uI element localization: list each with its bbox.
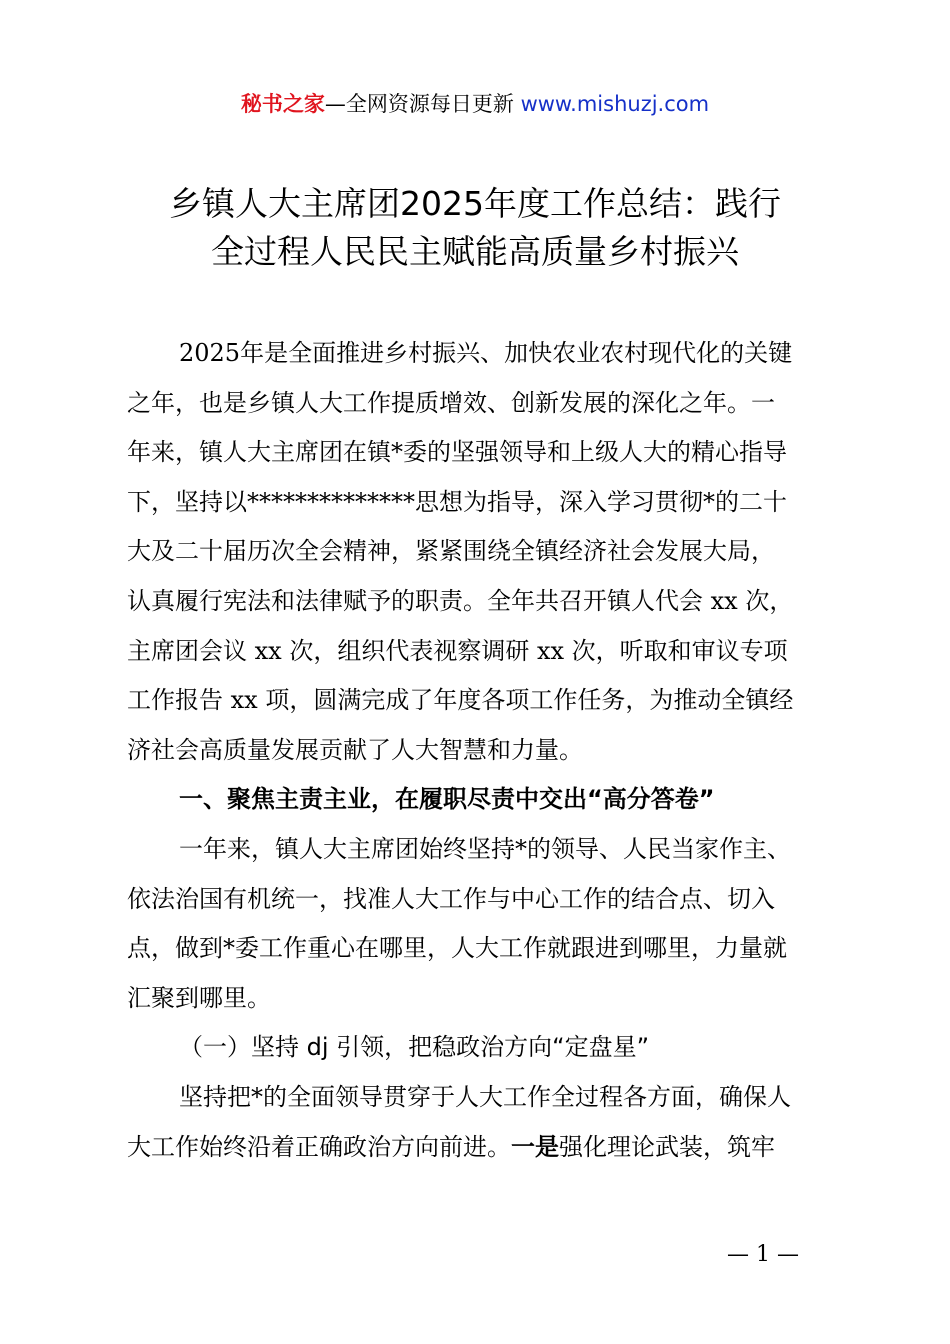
emphasis-text: 一是 xyxy=(511,1132,559,1161)
slogan: —全网资源每日更新 xyxy=(324,92,521,116)
paragraph-line: 依法治国有机统一，找准人大工作与中心工作的结合点、切入 xyxy=(127,884,775,913)
paragraph-line: 大及二十届历次全会精神，紧紧围绕全镇经济社会发展大局， xyxy=(127,537,775,566)
line-text: 大工作始终沿着正确政治方向前进。 xyxy=(127,1132,511,1161)
website-link[interactable]: www.mishuzj.com xyxy=(520,92,710,116)
paragraph-line: 主席团会议 xx 次，组织代表视察调研 xx 次，听取和审议专项 xyxy=(127,636,788,665)
paragraph-line: 认真履行宪法和法律赋予的职责。全年共召开镇人代会 xx 次， xyxy=(127,586,794,615)
paragraph-line: 点，做到*委工作重心在哪里，人大工作就跟进到哪里，力量就 xyxy=(127,934,787,963)
paragraph-line: 2025年是全面推进乡村振兴、加快农业农村现代化的关键 xyxy=(179,339,793,367)
subsection-heading: （一）坚持 dj 引领，把稳政治方向“定盘星” xyxy=(179,1033,650,1062)
paragraph-line: 之年，也是乡镇人大工作提质增效、创新发展的深化之年。一 xyxy=(127,388,775,417)
section-heading: 一、聚焦主责主业，在履职尽责中交出“高分答卷” xyxy=(179,785,715,814)
paragraph-line: 一年来，镇人大主席团始终坚持*的领导、人民当家作主、 xyxy=(179,834,791,863)
paragraph-line: 年来，镇人大主席团在镇*委的坚强领导和上级人大的精心指导 xyxy=(127,438,787,467)
paragraph-line xyxy=(127,1123,831,1173)
document-body xyxy=(127,329,831,1172)
paragraph-line: 工作报告 xx 项，圆满完成了年度各项工作任务，为推动全镇经 xyxy=(127,686,794,715)
paragraph-line: 汇聚到哪里。 xyxy=(127,983,271,1012)
brand-name: 秘书之家 xyxy=(240,92,325,116)
title-line-1: 乡镇人大主席团2025年度工作总结：践行 xyxy=(169,184,781,223)
paragraph-line: 济社会高质量发展贡献了人大智慧和力量。 xyxy=(127,735,583,764)
line-text: 强化理论武装，筑牢 xyxy=(559,1132,775,1161)
document-title xyxy=(100,180,850,276)
paragraph-line: 下，坚持以**************思想为指导，深入学习贯彻*的二十 xyxy=(127,487,787,516)
header-banner xyxy=(0,88,950,120)
title-line-2: 全过程人民民主赋能高质量乡村振兴 xyxy=(211,232,739,271)
paragraph-line: 坚持把*的全面领导贯穿于人大工作全过程各方面，确保人 xyxy=(179,1082,791,1111)
page-number: — 1 — xyxy=(727,1242,799,1267)
